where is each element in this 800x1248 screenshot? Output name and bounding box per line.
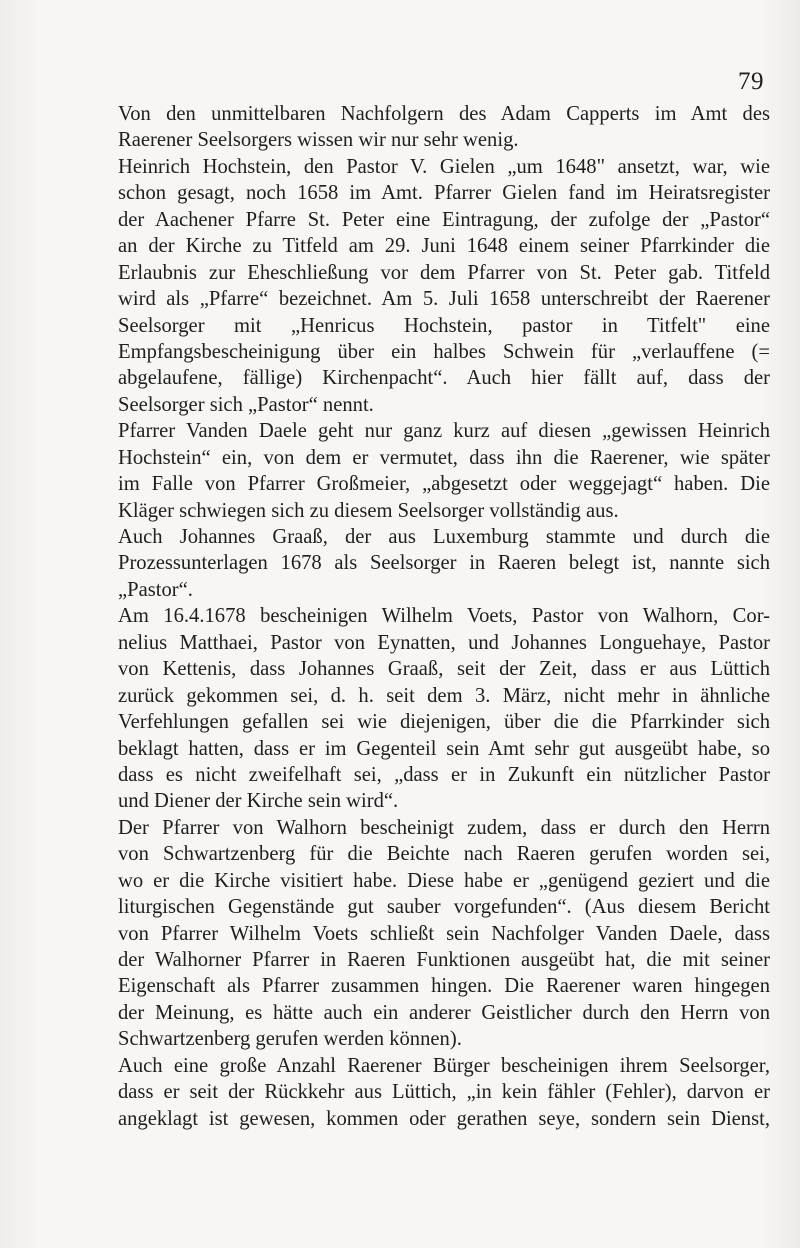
text-line-24: Verfehlungen gefallen sei wie diejenigen, über die die Pfarrkinder sich	[118, 711, 770, 734]
text-line-25: beklagt hatten, dass er im Gegenteil sein Amt sehr gut ausgeübt habe, so	[118, 737, 770, 760]
text-line-27: und Diener der Kirche sein wird“.	[118, 790, 399, 813]
text-line-36: Schwartzenberg gerufen werden können).	[118, 1028, 462, 1051]
body-text	[118, 101, 770, 1132]
text-line-8: wird als „Pfarre“ bezeichnet. Am 5. Juli 1658 unterschreibt der Raerener	[118, 288, 770, 311]
text-line-5: der Aachener Pfarre St. Peter eine Eintragung, der zufolge der „Pastor“	[118, 208, 770, 231]
text-line-39: angeklagt ist gewesen, kommen oder gerathen seye, sondern sein Dienst,	[118, 1107, 770, 1130]
text-line-21: nelius Matthaei, Pastor von Eynatten, und Johannes Longuehaye, Pastor	[118, 631, 770, 654]
text-line-20: Am 16.4.1678 bescheinigen Wilhelm Voets, Pastor von Walhorn, Cor-	[118, 605, 770, 628]
text-line-17: Auch Johannes Graaß, der aus Luxemburg stammte und durch die	[118, 526, 770, 548]
page-number: 79	[738, 68, 764, 95]
text-line-12: Seelsorger sich „Pastor“ nennt.	[118, 393, 374, 416]
text-line-22: von Kettenis, dass Johannes Graaß, seit der Zeit, dass er aus Lüttich	[118, 658, 770, 681]
text-line-6: an der Kirche zu Titfeld am 29. Juni 1648 einem seiner Pfarrkinder die	[118, 235, 770, 258]
text-line-4: schon gesagt, noch 1658 im Amt. Pfarrer Gielen fand im Heiratsregister	[118, 182, 770, 205]
text-line-10: Empfangsbescheinigung über ein halbes Schwein für „verlauffene (=	[118, 340, 770, 363]
text-line-26: dass es nicht zweifelhaft sei, „dass er in Zukunft ein nützlicher Pastor	[118, 763, 770, 786]
text-line-29: von Schwartzenberg für die Beichte nach Raeren gerufen worden sei,	[118, 843, 770, 866]
text-line-30: wo er die Kirche visitiert habe. Diese habe er „genügend geziert und die	[118, 869, 770, 892]
text-line-38: dass er seit der Rückkehr aus Lüttich, „in kein fähler (Fehler), darvon er	[118, 1081, 770, 1104]
text-line-37: Auch eine große Anzahl Raerener Bürger bescheinigen ihrem Seelsorger,	[118, 1054, 770, 1077]
text-line-18: Prozessunterlagen 1678 als Seelsorger in Raeren belegt ist, nannte sich	[118, 552, 770, 575]
text-line-34: Eigenschaft als Pfarrer zusammen hingen. Die Raerener waren hingegen	[118, 975, 770, 998]
text-line-35: der Meinung, es hätte auch ein anderer Geistlicher durch den Herrn von	[118, 1001, 770, 1024]
text-line-11: abgelaufene, fällige) Kirchenpacht“. Auch hier fällt auf, dass der	[118, 367, 770, 390]
text-line-3: Heinrich Hochstein, den Pastor V. Gielen „um 1648" ansetzt, war, wie	[118, 155, 770, 178]
text-line-7: Erlaubnis zur Eheschließung vor dem Pfarrer von St. Peter gab. Titfeld	[118, 261, 770, 284]
text-line-16: Kläger schwiegen sich zu diesem Seelsorger vollständig aus.	[118, 499, 619, 522]
text-line-13: Pfarrer Vanden Daele geht nur ganz kurz auf diesen „gewissen Heinrich	[118, 420, 770, 443]
text-line-23: zurück gekommen sei, d. h. seit dem 3. März, nicht mehr in ähnliche	[118, 684, 770, 707]
text-line-28: Der Pfarrer von Walhorn bescheinigt zudem, dass er durch den Herrn	[118, 816, 770, 839]
text-line-9: Seelsorger mit „Henricus Hochstein, pastor in Titfelt" eine	[118, 314, 770, 337]
text-line-1: Von den unmittelbaren Nachfolgern des Adam Capperts im Amt des	[118, 103, 770, 125]
text-line-31: liturgischen Gegenstände gut sauber vorgefunden“. (Aus diesem Bericht	[118, 896, 770, 919]
text-line-33: der Walhorner Pfarrer in Raeren Funktionen ausgeübt hat, die mit seiner	[118, 949, 770, 971]
text-line-14: Hochstein“ ein, von dem er vermutet, dass ihn die Raerener, wie später	[118, 446, 770, 469]
text-line-15: im Falle von Pfarrer Großmeier, „abgesetzt oder weggejagt“ haben. Die	[118, 473, 770, 496]
text-line-32: von Pfarrer Wilhelm Voets schließt sein Nachfolger Vanden Daele, dass	[118, 922, 770, 945]
text-line-2: Raerener Seelsorgers wissen wir nur sehr wenig.	[118, 129, 519, 152]
text-line-19: „Pastor“.	[118, 578, 193, 601]
